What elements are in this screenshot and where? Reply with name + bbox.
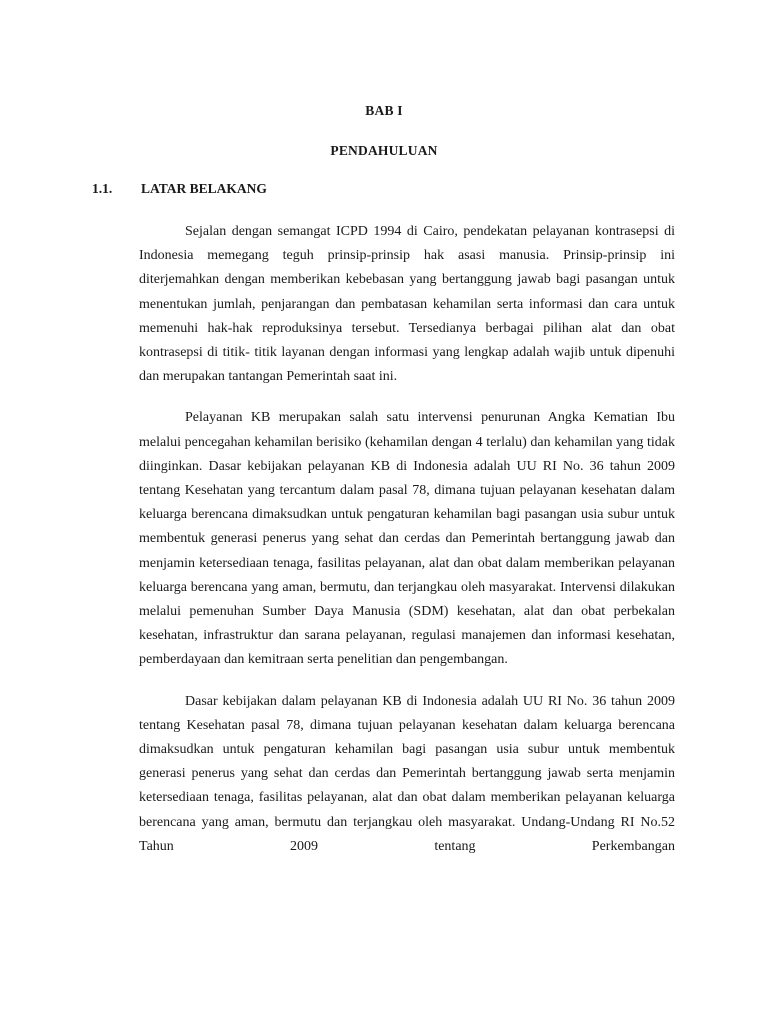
chapter-title: PENDAHULUAN [330, 143, 438, 158]
body-text [139, 220, 675, 876]
paragraph-1: Sejalan dengan semangat ICPD 1994 di Cairo, pendekatan pelayanan kontrasepsi di Indonesia memegang teguh prinsip-prinsip hak asasi manusia. Prinsip-prinsip ini diterjemahkan dengan memberikan kebebasan yang bertanggung jawab bagi pasangan untuk menentukan jumlah, penjarangan dan pembatasan kehamilan serta informasi dan cara untuk memenuhi hak-hak reproduksinya tersebut. Tersedianya berbagai pilihan alat dan obat kontrasepsi di titik- titik layanan dengan informasi yang lengkap adalah wajib untuk dipenuhi dan merupakan tantangan Pemerintah saat ini. [139, 224, 675, 385]
section-heading [92, 181, 267, 197]
paragraph-3: Dasar kebijakan dalam pelayanan KB di Indonesia adalah UU RI No. 36 tahun 2009 tentang Kesehatan pasal 78, dimana tujuan pelayanan kesehatan dalam keluarga berencana dimaksudkan untuk pengaturan kehamilan bagi pasangan usia subur untuk membentuk generasi penerus yang sehat dan cerdas dan Pemerintah bertanggung jawab serta menjamin ketersediaan tenaga, fasilitas pelayanan, alat dan obat dalam memberikan pelayanan keluarga berencana yang aman, bermutu dan terjangkau oleh masyarakat. Undang-Undang RI No.52 Tahun 2009 tentang Perkembangan [139, 693, 675, 854]
section-number: 1.1. [92, 181, 113, 196]
chapter-heading: BAB I [365, 103, 403, 118]
paragraph-2: Pelayanan KB merupakan salah satu intervensi penurunan Angka Kematian Ibu melalui pencegahan kehamilan berisiko (kehamilan dengan 4 terlalu) dan kehamilan yang tidak diinginkan. Dasar kebijakan pelayanan KB di Indonesia adalah UU RI No. 36 tahun 2009 tentang Kesehatan yang tercantum dalam pasal 78, dimana tujuan pelayanan kesehatan dalam keluarga berencana dimaksudkan untuk pengaturan kehamilan bagi pasangan usia subur untuk membentuk generasi penerus yang sehat dan cerdas dan Pemerintah bertanggung jawab dan menjamin ketersediaan tenaga, fasilitas pelayanan, alat dan obat dalam memberikan pelayanan keluarga berencana yang aman, bermutu, dan terjangkau oleh masyarakat. Intervensi dilakukan melalui pemenuhan Sumber Daya Manusia (SDM) kesehatan, alat dan obat perbekalan kesehatan, infrastruktur dan sarana pelayanan, regulasi manajemen dan informasi kesehatan, pemberdayaan dan kemitraan serta penelitian dan pengembangan. [139, 410, 675, 668]
section-title: LATAR BELAKANG [141, 181, 267, 196]
